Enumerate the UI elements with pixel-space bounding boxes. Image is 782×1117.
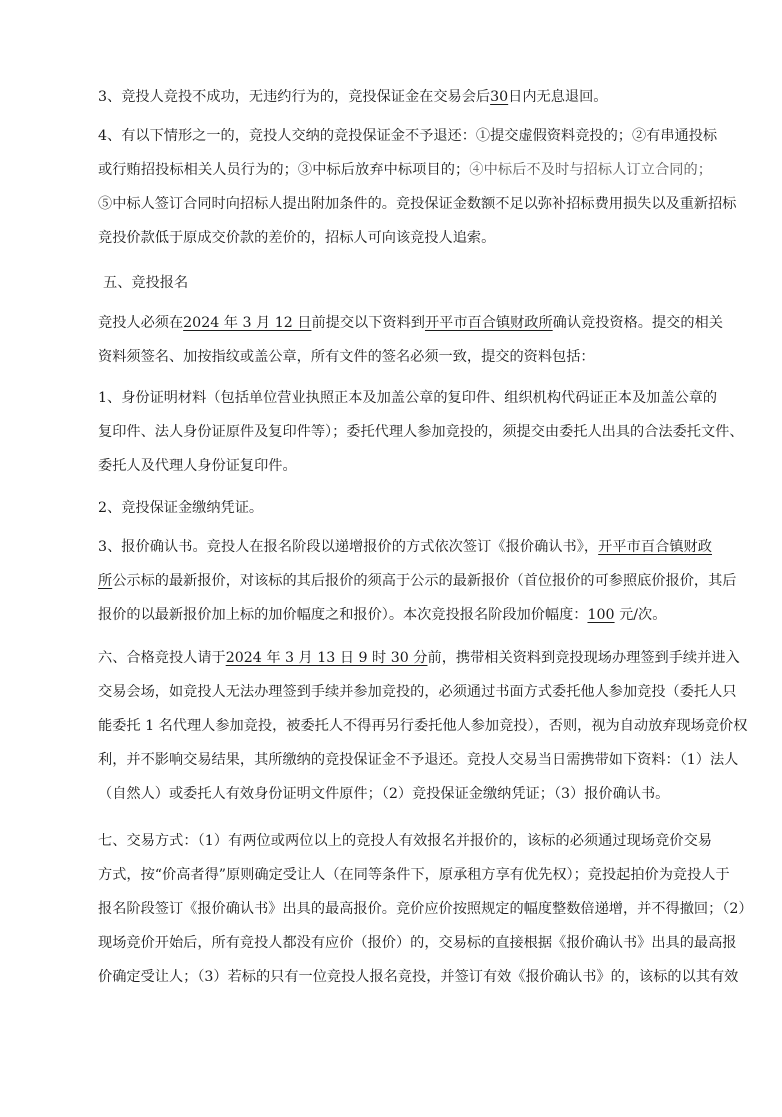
- text-line: ⑤中标人签订合同时向招标人提出附加条件的。竞投保证金数额不足以弥补招标费用损失以及重新招标: [98, 196, 737, 212]
- text-line: 3、竞投人竞投不成功，无违约行为的，竞投保证金在交易会后30日内无息退回。: [98, 89, 608, 105]
- paragraph-id-materials: [70, 381, 744, 483]
- text-line: 方式，按“价高者得”原则确定受让人（在同等条件下，原承租方享有优先权）；竞投起拍价为竞投人于: [98, 867, 730, 883]
- underlined-increment: 100: [587, 607, 615, 623]
- paragraph-registration: [70, 306, 723, 374]
- text-line: 能委托 1 名代理人参加竞投，被委托人不得再另行委托他人参加竞投），否则，视为自动放弃现场竞价权: [98, 718, 748, 734]
- underlined-days: 30: [490, 89, 509, 105]
- text-line: 七、交易方式：（1）有两位或两位以上的竞投人有效报名并报价的，该标的必须通过现场竞价交易: [98, 833, 712, 849]
- paragraph-deposit-forfeit: [70, 119, 737, 255]
- text-line: 报名阶段签订《报价确认书》出具的最高报价。竞价应价按照规定的幅度整数倍递增，并不得撤回；（2）: [98, 901, 753, 917]
- paragraph-transaction-method: [70, 824, 753, 994]
- text-line: 报价的以最新报价加上标的加价幅度之和报价）。本次竞投报名阶段加价幅度：100 元/次。: [98, 607, 667, 623]
- text-line: 4、有以下情形之一的，竞投人交纳的竞投保证金不予退还：①提交虚假资料竞投的；②有串通投标: [98, 128, 718, 144]
- paragraph-deposit-proof: [70, 491, 712, 525]
- text-line: 或行贿招投标相关人员行为的；③中标后放弃中标项目的；④中标后不及时与招标人订立合同的；: [98, 162, 712, 178]
- paragraph-deposit-refund: [70, 80, 712, 114]
- text-line: 委托人及代理人身份证复印件。: [98, 458, 297, 474]
- text-line: 竞投人必须在2024 年 3 月 12 日前提交以下资料到开平市百合镇财政所确认竞投资格。提交的相关: [98, 315, 723, 331]
- underlined-office: 开平市百合镇财政所: [424, 315, 553, 331]
- text-line: 复印件、法人身份证原件及复印件等）；委托代理人参加竞投的，须提交由委托人出具的合法委托文件、: [98, 424, 744, 440]
- text-line: 竞投价款低于原成交价款的差价的，招标人可向该竞投人追索。: [98, 230, 496, 246]
- text-line: 价确定受让人；（3）若标的只有一位竞投人报名竞投，并签订有效《报价确认书》的，该标的以其有效: [98, 969, 739, 985]
- underlined-date: 2024 年 3 月 12 日: [183, 315, 312, 331]
- underlined-office: 开平市百合镇财政: [598, 539, 712, 555]
- text-line: 六、合格竞投人请于2024 年 3 月 13 日 9 时 30 分前，携带相关资料到竞投现场办理签到手续并进入: [98, 650, 740, 666]
- paragraph-price-confirmation: [70, 530, 737, 632]
- text-line: 现场竞价开始后，所有竞投人都没有应价（报价）的，交易标的直接根据《报价确认书》出具的最高报: [98, 935, 737, 951]
- text-line: 利，并不影响交易结果，其所缴纳的竞投保证金不予退还。竞投人交易当日需携带如下资料：（1）法人: [98, 752, 739, 768]
- text-line: 交易会场，如竞投人无法办理签到手续并参加竞投的，必须通过书面方式委托他人参加竞投（委托人只: [98, 684, 737, 700]
- text-line: 资料须签名、加按指纹或盖公章，所有文件的签名必须一致，提交的资料包括：: [98, 349, 595, 365]
- section-heading: 五、竞投报名: [103, 275, 189, 291]
- text-line: （自然人）或委托人有效身份证明文件原件；（2）竞投保证金缴纳凭证；（3）报价确认书。: [98, 786, 670, 802]
- underlined-datetime: 2024 年 3 月 13 日 9 时 30 分: [225, 650, 428, 666]
- text-line: 3、报价确认书。竞投人在报名阶段以递增报价的方式依次签订《报价确认书》，开平市百合镇财政: [98, 539, 712, 555]
- text-line: 所公示标的最新报价，对该标的其后报价的须高于公示的最新报价（首位报价的可参照底价报价，其后: [98, 573, 737, 589]
- text-line: 2、竞投保证金缴纳凭证。: [98, 500, 264, 516]
- text-line: 1、身份证明材料（包括单位营业执照正本及加盖公章的复印件、组织机构代码证正本及加盖公章的: [98, 390, 718, 406]
- paragraph-qualified-bidders: [70, 641, 748, 811]
